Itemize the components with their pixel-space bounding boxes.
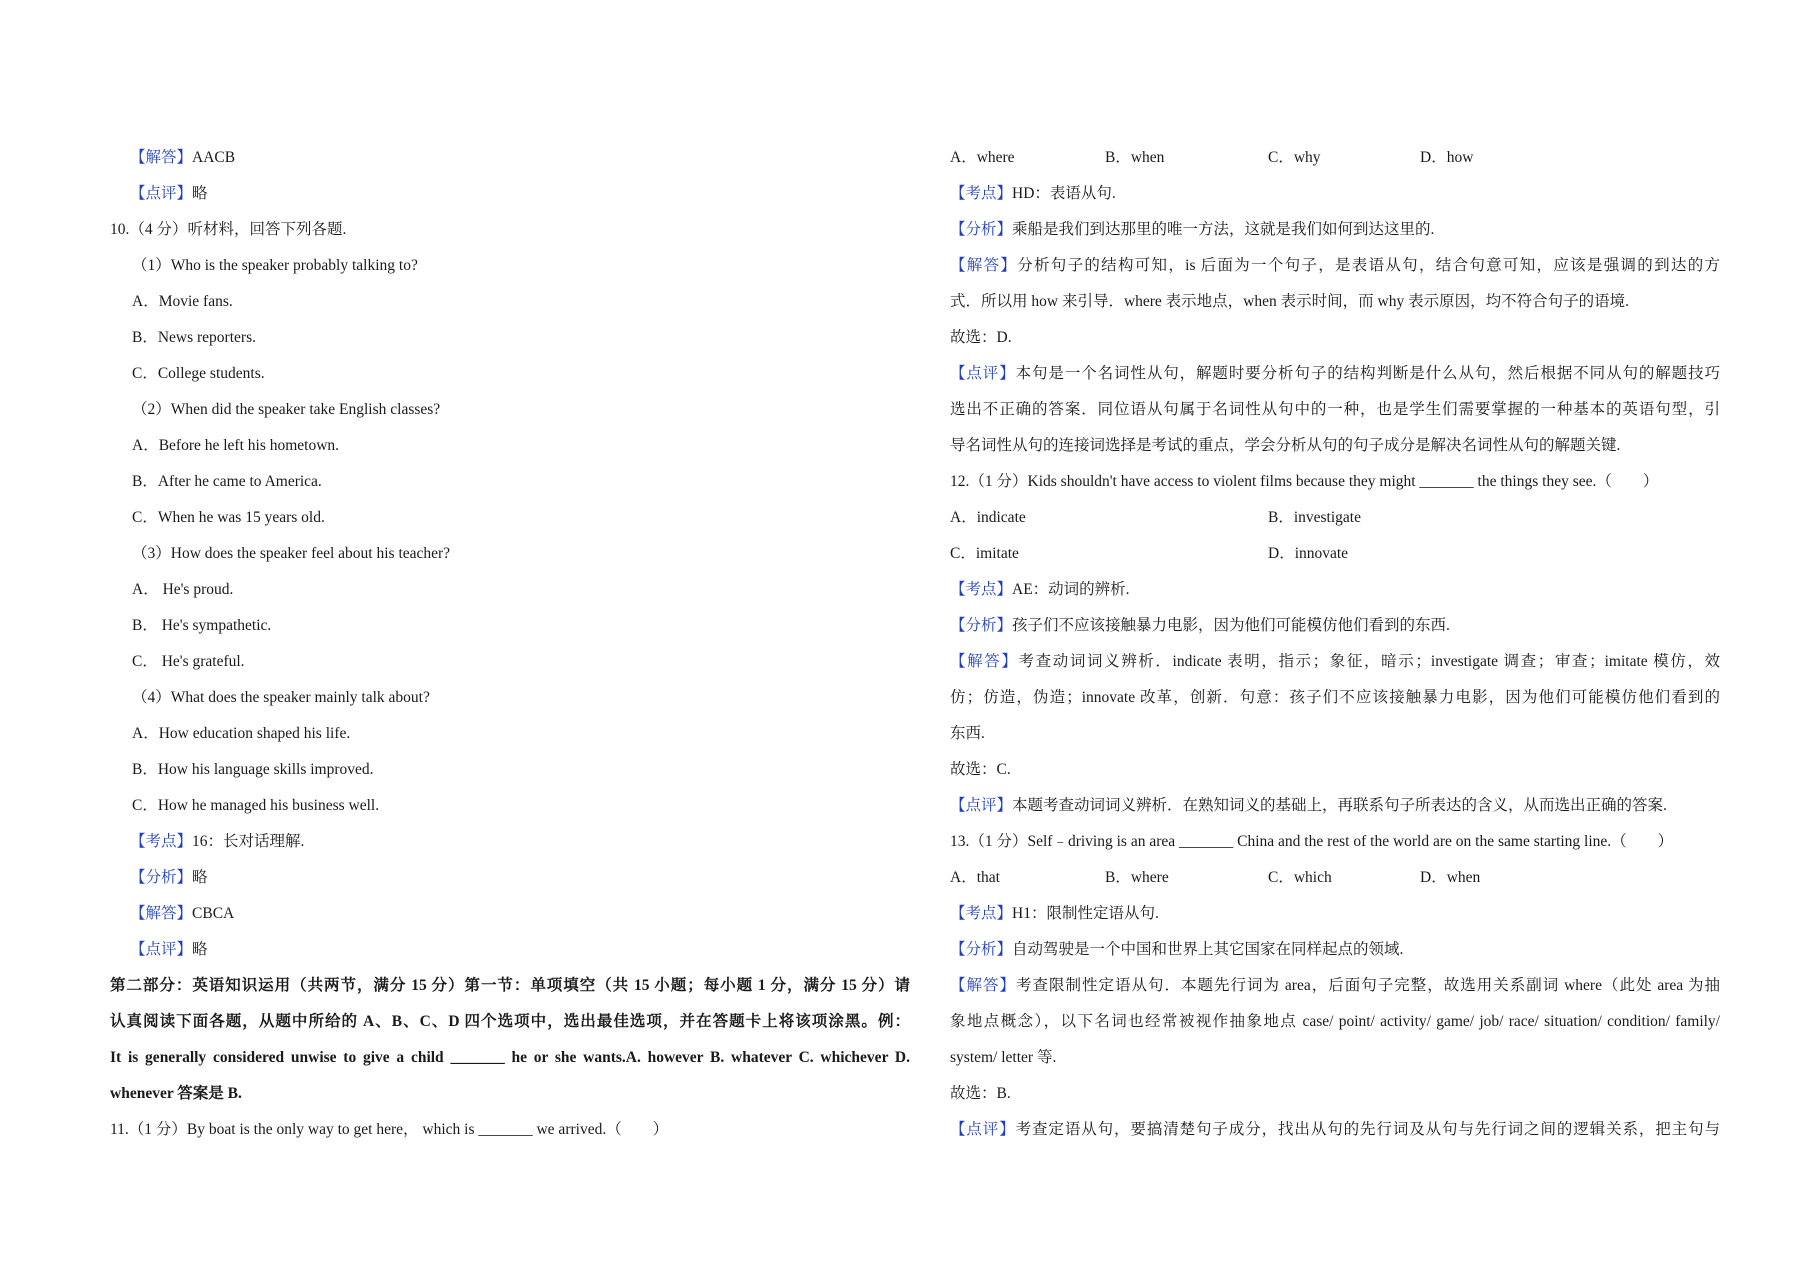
- jieda-text: 分析句子的结构可知，is 后面为一个句子，是表语从句，结合句意可知，应该是强调的到达的方: [1017, 257, 1720, 274]
- jieda-line: [110, 896, 910, 932]
- jieda-tag: 【解答】: [130, 905, 193, 922]
- fenxi-tag: 【分析】: [950, 941, 1013, 958]
- dianping-text: 本句是一个名词性从句，解题时要分析句子的结构判断是什么从句，然后根据不同从句的解题技巧: [1015, 365, 1720, 382]
- kaodian-tag: 【考点】: [950, 581, 1013, 598]
- jieda-line: [950, 248, 1720, 284]
- option-13-d: D．when: [1420, 869, 1481, 886]
- jieda-tag: 【解答】: [950, 653, 1019, 670]
- fenxi-line: [110, 860, 910, 896]
- part2-heading-line-4: whenever 答案是 B.: [110, 1085, 242, 1102]
- kaodian-text: 16：长对话理解.: [192, 833, 305, 850]
- question-13-stem: 13.（1 分）Self﹣driving is an area _______ China and the rest of the world are on the same starting line.（ ）: [950, 833, 1674, 850]
- dianping-line: [110, 932, 910, 968]
- kaodian-line: [950, 572, 1720, 608]
- question-10-4: （4）What does the speaker mainly talk about?: [132, 689, 430, 706]
- fenxi-line: [950, 932, 1720, 968]
- fenxi-line: [950, 212, 1720, 248]
- option-10-3-b: B． He's sympathetic.: [132, 617, 272, 634]
- dianping-line: [950, 788, 1720, 824]
- question-12-options-row-2: [950, 536, 1720, 572]
- fenxi-text: 乘船是我们到达那里的唯一方法，这就是我们如何到达这里的.: [1012, 221, 1435, 238]
- answer-line: [110, 140, 910, 176]
- option-13-b: B．where: [1105, 869, 1169, 886]
- jieda-tag: 【解答】: [950, 257, 1018, 274]
- kaodian-text: HD：表语从句.: [1012, 185, 1116, 202]
- dianping-tag: 【点评】: [130, 941, 193, 958]
- comment-tag: 【点评】: [130, 185, 193, 202]
- option-12-a: A．indicate: [950, 509, 1026, 526]
- fenxi-line: [950, 608, 1720, 644]
- dianping-continuation: 选出不正确的答案．同位语从句属于名词性从句中的一种，也是学生们需要掌握的一种基本的英语句型，引: [950, 401, 1720, 418]
- answer-choice: 故选：B.: [950, 1085, 1011, 1102]
- dianping-tag: 【点评】: [950, 797, 1013, 814]
- question-10-3: （3）How does the speaker feel about his teacher?: [132, 545, 451, 562]
- left-column: [110, 140, 910, 1148]
- fenxi-text: 略: [192, 869, 208, 886]
- option-10-2-b: B．After he came to America.: [132, 473, 322, 490]
- option-12-b: B．investigate: [1268, 509, 1361, 526]
- option-10-1-b: B．News reporters.: [132, 329, 256, 346]
- jieda-tag: 【解答】: [950, 977, 1017, 994]
- fenxi-tag: 【分析】: [950, 617, 1013, 634]
- option-10-1-c: C．College students.: [132, 365, 265, 382]
- kaodian-tag: 【考点】: [130, 833, 193, 850]
- fenxi-text: 孩子们不应该接触暴力电影，因为他们可能模仿他们看到的东西.: [1012, 617, 1450, 634]
- dianping-continuation: 导名词性从句的连接词选择是考试的重点，学会分析从句的句子成分是解决名词性从句的解题关键.: [950, 437, 1621, 454]
- fenxi-tag: 【分析】: [130, 869, 193, 886]
- option-10-4-a: A．How education shaped his life.: [132, 725, 351, 742]
- jieda-continuation: 式．所以用 how 来引导．where 表示地点，when 表示时间，而 why 表示原因，均不符合句子的语境.: [950, 293, 1629, 310]
- question-11-options: [950, 140, 1720, 176]
- kaodian-tag: 【考点】: [950, 185, 1013, 202]
- jieda-text: 考查动词词义辨析．indicate 表明，指示；象征，暗示；investigate 调查；审查；imitate 模仿，效: [1018, 653, 1720, 670]
- option-11-b: B．when: [1105, 149, 1165, 166]
- question-12-stem: 12.（1 分）Kids shouldn't have access to violent films because they might _______ the things they see.（ ）: [950, 473, 1659, 490]
- jieda-text: 考查限制性定语从句．本题先行词为 area，后面句子完整，故选用关系副词 where（此处 area 为抽: [1016, 977, 1720, 994]
- dianping-text: 略: [192, 941, 208, 958]
- part2-heading-line-1: 第二部分：英语知识运用（共两节，满分 15 分）第一节：单项填空（共 15 小题；每小题 1 分，满分 15 分）请: [110, 977, 910, 994]
- part2-heading-line-3: It is generally considered unwise to give a child _______ he or she wants.A. however B. whatever C. whichever D.: [110, 1049, 910, 1066]
- option-10-4-b: B．How his language skills improved.: [132, 761, 374, 778]
- kaodian-tag: 【考点】: [950, 905, 1013, 922]
- fenxi-text: 自动驾驶是一个中国和世界上其它国家在同样起点的领域.: [1012, 941, 1404, 958]
- question-10-2: （2）When did the speaker take English classes?: [132, 401, 441, 418]
- option-12-d: D．innovate: [1268, 545, 1349, 562]
- option-11-c: C．why: [1268, 149, 1321, 166]
- kaodian-line: [950, 176, 1720, 212]
- option-11-d: D．how: [1420, 149, 1474, 166]
- jieda-continuation: system/ letter 等.: [950, 1049, 1057, 1066]
- question-13-options: [950, 860, 1720, 896]
- jieda-text: CBCA: [192, 905, 235, 922]
- answer-choice: 故选：D.: [950, 329, 1012, 346]
- jieda-line: [950, 968, 1720, 1004]
- dianping-tag: 【点评】: [950, 1121, 1016, 1138]
- question-10-1: （1）Who is the speaker probably talking to?: [132, 257, 418, 274]
- option-12-c: C．imitate: [950, 545, 1019, 562]
- option-10-3-a: A． He's proud.: [132, 581, 234, 598]
- kaodian-line: [950, 896, 1720, 932]
- jieda-line: [950, 644, 1720, 680]
- option-13-c: C．which: [1268, 869, 1332, 886]
- dianping-line: [950, 1112, 1720, 1148]
- option-10-2-c: C．When he was 15 years old.: [132, 509, 325, 526]
- fenxi-tag: 【分析】: [950, 221, 1013, 238]
- jieda-continuation: 东西.: [950, 725, 985, 742]
- question-11-stem: 11.（1 分）By boat is the only way to get here， which is _______ we arrived.（ ）: [110, 1121, 669, 1138]
- answer-text: AACB: [192, 149, 236, 166]
- option-11-a: A．where: [950, 149, 1015, 166]
- kaodian-text: AE：动词的辨析.: [1012, 581, 1130, 598]
- part2-heading-line-2: 认真阅读下面各题，从题中所给的 A、B、C、D 四个选项中，选出最佳选项，并在答题卡上将该项涂黑。例：: [110, 1013, 910, 1030]
- option-10-3-c: C． He's grateful.: [132, 653, 245, 670]
- answer-tag: 【解答】: [130, 149, 193, 166]
- comment-line: [110, 176, 910, 212]
- kaodian-text: H1：限制性定语从句.: [1012, 905, 1159, 922]
- dianping-text: 考查定语从句，要搞清楚句子成分，找出从句的先行词及从句与先行词之间的逻辑关系，把主句与: [1015, 1121, 1720, 1138]
- jieda-continuation: 仿；仿造，伪造；innovate 改革，创新．句意：孩子们不应该接触暴力电影，因为他们可能模仿他们看到的: [950, 689, 1720, 706]
- kaodian-line: [110, 824, 910, 860]
- comment-text: 略: [192, 185, 208, 202]
- jieda-continuation: 象地点概念），以下名词也经常被视作抽象地点 case/ point/ activity/ game/ job/ race/ situation/ condition/ family/: [950, 1013, 1720, 1030]
- dianping-tag: 【点评】: [950, 365, 1016, 382]
- answer-choice: 故选：C.: [950, 761, 1011, 778]
- dianping-text: 本题考查动词词义辨析．在熟知词义的基础上，再联系句子所表达的含义，从而选出正确的答案.: [1012, 797, 1667, 814]
- option-13-a: A．that: [950, 869, 1000, 886]
- question-12-options-row-1: [950, 500, 1720, 536]
- question-10-stem: 10.（4 分）听材料，回答下列各题.: [110, 221, 347, 238]
- dianping-line: [950, 356, 1720, 392]
- option-10-2-a: A．Before he left his hometown.: [132, 437, 340, 454]
- option-10-4-c: C．How he managed his business well.: [132, 797, 380, 814]
- option-10-1-a: A．Movie fans.: [132, 293, 233, 310]
- right-column: [950, 140, 1720, 1148]
